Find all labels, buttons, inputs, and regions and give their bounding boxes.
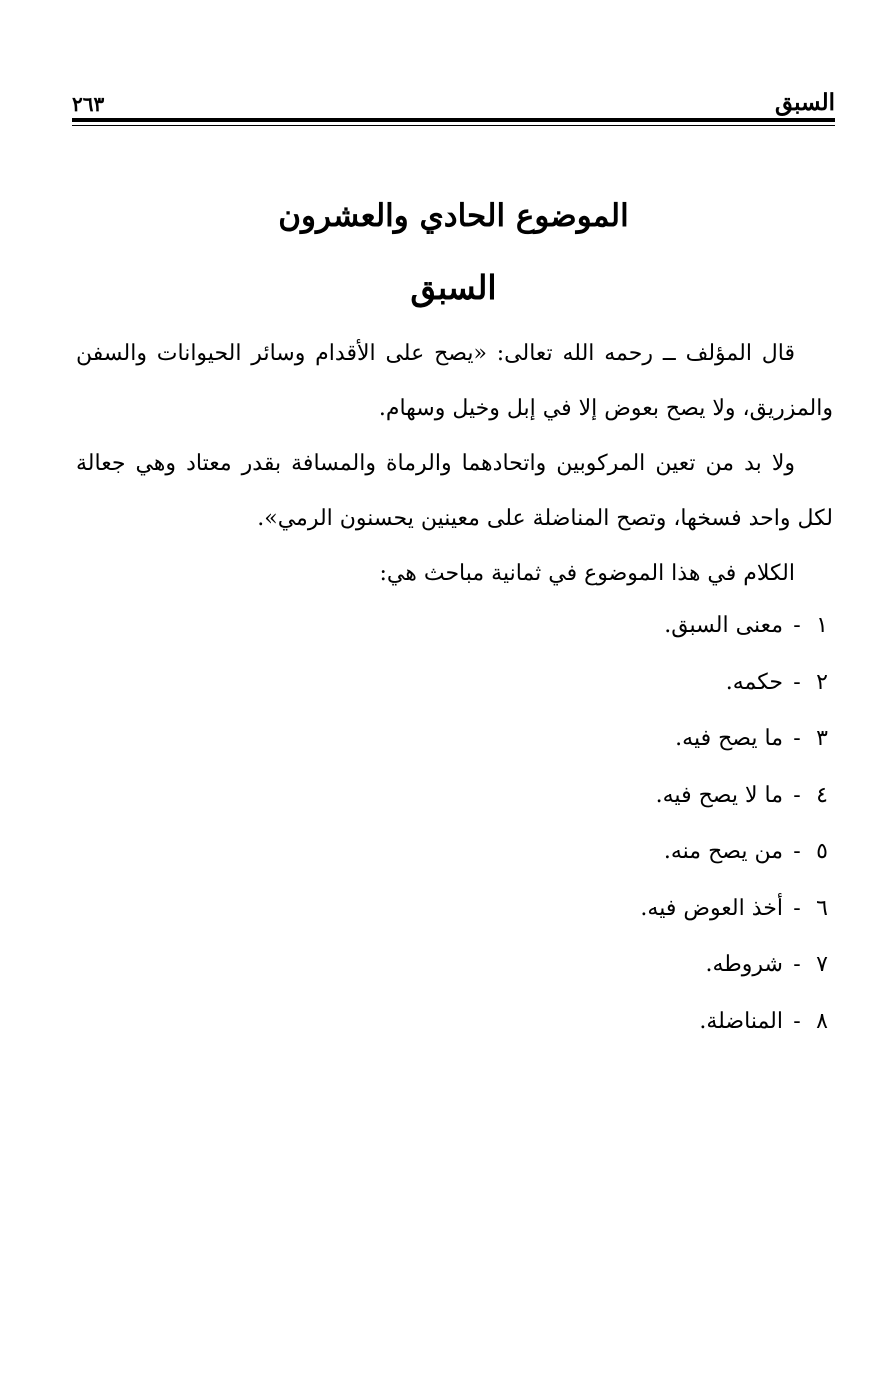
- list-item: [433, 711, 833, 768]
- header-rule-thick: [72, 118, 835, 122]
- list-item: [433, 937, 833, 994]
- list-dash: -: [793, 895, 801, 921]
- list-number: ١: [816, 613, 828, 638]
- list-dash: -: [793, 726, 801, 751]
- list-number: ٢: [816, 669, 828, 695]
- topics-list: [433, 598, 833, 1050]
- list-text: المناضلة.: [699, 1008, 783, 1034]
- running-title: السبق: [774, 89, 835, 116]
- list-number: ٣: [816, 726, 828, 751]
- list-dash: -: [793, 782, 801, 808]
- topic-heading: الموضوع الحادي والعشرون: [278, 198, 629, 234]
- list-dash: -: [793, 669, 801, 695]
- list-item: [433, 881, 833, 938]
- list-dash: -: [793, 1008, 801, 1034]
- list-number: ٤: [816, 782, 828, 808]
- page-number: ٢٦٣: [72, 92, 105, 116]
- list-item: [433, 824, 833, 881]
- paragraph: الكلام في هذا الموضوع في ثمانية مباحث هي:: [379, 561, 795, 586]
- list-item: [433, 655, 833, 712]
- list-text: من يصح منه.: [663, 839, 783, 864]
- header-rule-thin: [72, 125, 835, 126]
- list-number: ٧: [816, 952, 828, 977]
- list-number: ٦: [816, 895, 828, 921]
- list-text: أخذ العوض فيه.: [640, 895, 783, 921]
- body-text: [76, 326, 833, 601]
- list-item: [433, 994, 833, 1051]
- list-dash: -: [793, 952, 801, 977]
- paragraph: قال المؤلف ــ رحمه الله تعالى: «يصح على الأقدام وسائر الحيوانات والسفن والمزريق، ولا يصح بعوض إلا في إبل وخيل وسهام.: [76, 341, 833, 421]
- running-header: [72, 82, 835, 116]
- list-number: ٨: [816, 1008, 828, 1034]
- list-text: معنى السبق.: [664, 613, 783, 638]
- topic-title: السبق: [410, 268, 497, 307]
- list-text: ما يصح فيه.: [675, 726, 783, 751]
- list-text: ما لا يصح فيه.: [655, 782, 783, 808]
- list-text: شروطه.: [705, 952, 783, 977]
- list-dash: -: [793, 839, 801, 864]
- list-dash: -: [793, 613, 801, 638]
- list-number: ٥: [816, 839, 828, 864]
- list-item: [433, 768, 833, 825]
- list-item: [433, 598, 833, 655]
- paragraph: ولا بد من تعين المركوبين واتحادهما والرماة والمسافة بقدر معتاد وهي جعالة لكل واحد فسخها، وتصح المناضلة على معينين يحسنون الرمي».: [76, 451, 833, 531]
- list-text: حكمه.: [725, 669, 783, 695]
